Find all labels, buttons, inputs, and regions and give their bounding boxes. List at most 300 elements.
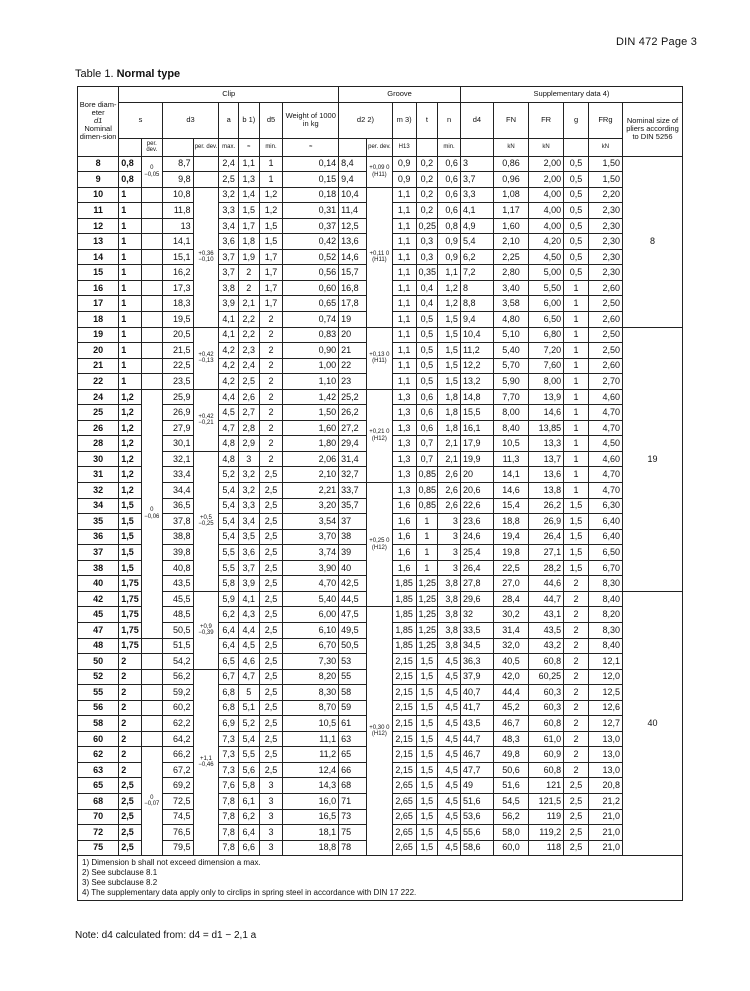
frg-cell: 21,2 bbox=[588, 793, 622, 809]
frg-cell: 20,8 bbox=[588, 778, 622, 794]
fr-cell: 60,8 bbox=[529, 654, 564, 670]
d2-cell: 63 bbox=[339, 731, 367, 747]
fr-cell: 13,7 bbox=[529, 451, 564, 467]
d4-cell: 7,2 bbox=[460, 265, 493, 281]
b-approx-subheader: ≈ bbox=[238, 138, 259, 156]
frg-cell: 4,70 bbox=[588, 467, 622, 483]
s-cell: 1,2 bbox=[119, 420, 142, 436]
d1-cell: 63 bbox=[78, 762, 119, 778]
d5-cell: 2,5 bbox=[259, 654, 283, 670]
weight-cell: 3,54 bbox=[283, 514, 339, 530]
b-cell: 2,2 bbox=[238, 327, 259, 343]
n-cell: 0,6 bbox=[438, 172, 461, 188]
n-cell: 4,5 bbox=[438, 793, 461, 809]
s-tolerance-empty bbox=[141, 327, 162, 343]
d3-cell: 11,8 bbox=[162, 203, 193, 219]
g-cell: 2 bbox=[564, 622, 589, 638]
d5-cell: 2,5 bbox=[259, 638, 283, 654]
fr-cell: 60,3 bbox=[529, 685, 564, 701]
s-cell: 1,2 bbox=[119, 451, 142, 467]
d5-cell: 2,5 bbox=[259, 731, 283, 747]
d3-cell: 22,5 bbox=[162, 358, 193, 374]
fn-cell: 3,40 bbox=[493, 280, 528, 296]
d4-subheader bbox=[460, 138, 493, 156]
weight-cell: 3,74 bbox=[283, 545, 339, 561]
b-cell: 2 bbox=[238, 265, 259, 281]
g-cell: 2 bbox=[564, 700, 589, 716]
d2-cell: 11,4 bbox=[339, 203, 367, 219]
t-cell: 0,35 bbox=[416, 265, 438, 281]
n-cell: 4,5 bbox=[438, 747, 461, 763]
s-cell: 2 bbox=[119, 685, 142, 701]
t-cell: 1,25 bbox=[416, 638, 438, 654]
g-cell: 1 bbox=[564, 358, 589, 374]
n-cell: 3,8 bbox=[438, 638, 461, 654]
t-cell: 0,2 bbox=[416, 172, 438, 188]
weight-cell: 6,10 bbox=[283, 622, 339, 638]
d1-cell: 9 bbox=[78, 172, 119, 188]
m-cell: 2,15 bbox=[392, 685, 416, 701]
weight-cell: 0,18 bbox=[283, 187, 339, 203]
frg-cell: 21,0 bbox=[588, 809, 622, 825]
fr-cell: 60,3 bbox=[529, 700, 564, 716]
a-max-subheader: max. bbox=[219, 138, 239, 156]
d3-tolerance-empty bbox=[193, 172, 219, 188]
m-h13-subheader: H13 bbox=[392, 138, 416, 156]
t-cell: 0,5 bbox=[416, 327, 438, 343]
normal-type-table-wrapper bbox=[77, 86, 683, 901]
b-cell: 4,4 bbox=[238, 622, 259, 638]
b-cell: 2,5 bbox=[238, 374, 259, 390]
d1-cell: 37 bbox=[78, 545, 119, 561]
d1-cell: 34 bbox=[78, 498, 119, 514]
n-cell: 3,8 bbox=[438, 591, 461, 607]
d3-cell: 76,5 bbox=[162, 825, 193, 841]
d1-cell: 45 bbox=[78, 607, 119, 623]
g-cell: 1,5 bbox=[564, 545, 589, 561]
fr-cell: 5,50 bbox=[529, 280, 564, 296]
n-header: n bbox=[438, 102, 461, 138]
b-cell: 4,5 bbox=[238, 638, 259, 654]
d4-cell: 8,8 bbox=[460, 296, 493, 312]
t-cell: 0,6 bbox=[416, 389, 438, 405]
weight-cell: 8,20 bbox=[283, 669, 339, 685]
s-cell: 2,5 bbox=[119, 825, 142, 841]
fn-cell: 32,0 bbox=[493, 638, 528, 654]
d2-cell: 20 bbox=[339, 327, 367, 343]
s-tolerance-empty bbox=[141, 280, 162, 296]
d5-cell: 1 bbox=[259, 172, 283, 188]
frg-cell: 2,60 bbox=[588, 312, 622, 328]
d1-cell: 48 bbox=[78, 638, 119, 654]
g-cell: 2,5 bbox=[564, 793, 589, 809]
d5-cell: 3 bbox=[259, 825, 283, 841]
frg-cell: 6,70 bbox=[588, 560, 622, 576]
fn-cell: 56,2 bbox=[493, 809, 528, 825]
d4-cell: 58,6 bbox=[460, 840, 493, 856]
frg-cell: 13,0 bbox=[588, 747, 622, 763]
s-tolerance-empty bbox=[141, 638, 162, 654]
frg-cell: 2,30 bbox=[588, 249, 622, 265]
fr-cell: 2,00 bbox=[529, 156, 564, 172]
m-cell: 2,65 bbox=[392, 778, 416, 794]
normal-type-table bbox=[77, 86, 683, 901]
fr-unit-subheader: kN bbox=[529, 138, 564, 156]
d2-cell: 32,7 bbox=[339, 467, 367, 483]
d4-cell: 3 bbox=[460, 156, 493, 172]
d5-cell: 1,7 bbox=[259, 280, 283, 296]
frg-cell: 1,50 bbox=[588, 172, 622, 188]
d2-cell: 78 bbox=[339, 840, 367, 856]
m-cell: 1,3 bbox=[392, 467, 416, 483]
m-cell: 2,15 bbox=[392, 731, 416, 747]
weight-cell: 2,21 bbox=[283, 483, 339, 499]
d4-cell: 20 bbox=[460, 467, 493, 483]
d2-cell: 40 bbox=[339, 560, 367, 576]
fr-cell: 119 bbox=[529, 809, 564, 825]
d3-cell: 13 bbox=[162, 218, 193, 234]
d4-cell: 37,9 bbox=[460, 669, 493, 685]
d1-cell: 18 bbox=[78, 312, 119, 328]
s-cell: 2 bbox=[119, 669, 142, 685]
weight-cell: 12,4 bbox=[283, 762, 339, 778]
t-cell: 1,5 bbox=[416, 825, 438, 841]
g-cell: 1 bbox=[564, 436, 589, 452]
s-cell: 1 bbox=[119, 265, 142, 281]
d4-cell: 46,7 bbox=[460, 747, 493, 763]
fn-cell: 51,6 bbox=[493, 778, 528, 794]
fr-cell: 13,85 bbox=[529, 420, 564, 436]
g-cell: 1,5 bbox=[564, 498, 589, 514]
d1-cell: 19 bbox=[78, 327, 119, 343]
t-cell: 1,25 bbox=[416, 591, 438, 607]
d2-cell: 25,2 bbox=[339, 389, 367, 405]
d1-cell: 40 bbox=[78, 576, 119, 592]
d5-cell: 2 bbox=[259, 358, 283, 374]
g-cell: 1 bbox=[564, 389, 589, 405]
d5-cell: 3 bbox=[259, 809, 283, 825]
table-row bbox=[78, 389, 683, 405]
d4-cell: 32 bbox=[460, 607, 493, 623]
d4-cell: 40,7 bbox=[460, 685, 493, 701]
frg-cell: 12,6 bbox=[588, 700, 622, 716]
d1-cell: 26 bbox=[78, 420, 119, 436]
s-tolerance-empty bbox=[141, 343, 162, 359]
d4-cell: 14,8 bbox=[460, 389, 493, 405]
frg-cell: 6,40 bbox=[588, 529, 622, 545]
d5-cell: 2,5 bbox=[259, 591, 283, 607]
weight-cell: 3,70 bbox=[283, 529, 339, 545]
d2-cell: 66 bbox=[339, 762, 367, 778]
footnote-2: 2) See subclause 8.1 bbox=[82, 868, 158, 878]
weight-cell: 16,0 bbox=[283, 793, 339, 809]
fn-cell: 8,40 bbox=[493, 420, 528, 436]
d5-cell: 2,5 bbox=[259, 747, 283, 763]
a-header: a bbox=[219, 102, 239, 138]
d2-cell: 27,2 bbox=[339, 420, 367, 436]
weight-cell: 1,80 bbox=[283, 436, 339, 452]
d3-cell: 36,5 bbox=[162, 498, 193, 514]
fr-cell: 4,50 bbox=[529, 249, 564, 265]
b-cell: 6,6 bbox=[238, 840, 259, 856]
d2-cell: 61 bbox=[339, 716, 367, 732]
n-cell: 1,8 bbox=[438, 420, 461, 436]
d4-cell: 3,7 bbox=[460, 172, 493, 188]
d3-tolerance: +0,36 −0,10 bbox=[193, 187, 219, 327]
b-cell: 3,3 bbox=[238, 498, 259, 514]
weight-approx-subheader: ≈ bbox=[283, 138, 339, 156]
n-cell: 2,1 bbox=[438, 451, 461, 467]
frg-cell: 4,50 bbox=[588, 436, 622, 452]
m-cell: 1,3 bbox=[392, 451, 416, 467]
t-cell: 0,4 bbox=[416, 296, 438, 312]
weight-cell: 11,1 bbox=[283, 731, 339, 747]
g-cell: 2 bbox=[564, 762, 589, 778]
m-cell: 1,1 bbox=[392, 249, 416, 265]
d4-cell: 5,4 bbox=[460, 234, 493, 250]
table-title: Normal type bbox=[116, 68, 181, 80]
a-cell: 5,8 bbox=[219, 576, 239, 592]
d5-min-subheader: min. bbox=[259, 138, 283, 156]
n-cell: 4,5 bbox=[438, 731, 461, 747]
s-tolerance-empty bbox=[141, 358, 162, 374]
d3-cell: 34,4 bbox=[162, 483, 193, 499]
d1-cell: 8 bbox=[78, 156, 119, 172]
d3-tolerance: +1,1 −0,46 bbox=[193, 669, 219, 856]
d2-tolerance: +0,21 0 (H12) bbox=[367, 389, 393, 482]
s-tolerance-empty bbox=[141, 218, 162, 234]
fr-cell: 26,4 bbox=[529, 529, 564, 545]
d5-cell: 2,5 bbox=[259, 529, 283, 545]
s-cell: 1,2 bbox=[119, 405, 142, 421]
fn-cell: 14,1 bbox=[493, 467, 528, 483]
m-cell: 1,85 bbox=[392, 591, 416, 607]
t-cell: 0,85 bbox=[416, 498, 438, 514]
fr-cell: 27,1 bbox=[529, 545, 564, 561]
s-cell: 1 bbox=[119, 296, 142, 312]
a-cell: 4,2 bbox=[219, 343, 239, 359]
d5-cell: 2,5 bbox=[259, 685, 283, 701]
s-cell: 1 bbox=[119, 327, 142, 343]
b-cell: 2,7 bbox=[238, 405, 259, 421]
a-cell: 5,4 bbox=[219, 498, 239, 514]
pliers-size-header: Nominal size of pliers according to DIN 5256 bbox=[622, 102, 682, 156]
fr-cell: 118 bbox=[529, 840, 564, 856]
d1-cell: 65 bbox=[78, 778, 119, 794]
b-cell: 1,5 bbox=[238, 203, 259, 219]
d1-cell: 30 bbox=[78, 451, 119, 467]
d4-cell: 4,9 bbox=[460, 218, 493, 234]
d5-cell: 2,5 bbox=[259, 700, 283, 716]
a-cell: 3,9 bbox=[219, 296, 239, 312]
frg-cell: 8,30 bbox=[588, 622, 622, 638]
clip-group-header: Clip bbox=[119, 87, 339, 103]
t-cell: 0,5 bbox=[416, 374, 438, 390]
s-tolerance-empty bbox=[141, 700, 162, 716]
m-cell: 1,6 bbox=[392, 545, 416, 561]
d2-cell: 42,5 bbox=[339, 576, 367, 592]
d2-cell: 38 bbox=[339, 529, 367, 545]
a-cell: 4,1 bbox=[219, 312, 239, 328]
d1-cell: 42 bbox=[78, 591, 119, 607]
t-cell: 1,5 bbox=[416, 778, 438, 794]
frg-header: FRg bbox=[588, 102, 622, 138]
a-cell: 3,7 bbox=[219, 249, 239, 265]
m-cell: 1,6 bbox=[392, 529, 416, 545]
frg-cell: 2,30 bbox=[588, 218, 622, 234]
d2-cell: 14,6 bbox=[339, 249, 367, 265]
frg-cell: 4,70 bbox=[588, 420, 622, 436]
d5-cell: 2,5 bbox=[259, 560, 283, 576]
d3-cell: 32,1 bbox=[162, 451, 193, 467]
b-cell: 1,8 bbox=[238, 234, 259, 250]
t-cell: 1,5 bbox=[416, 747, 438, 763]
m-cell: 1,1 bbox=[392, 187, 416, 203]
d5-cell: 2,5 bbox=[259, 467, 283, 483]
d2-cell: 50,5 bbox=[339, 638, 367, 654]
s-cell: 1,2 bbox=[119, 389, 142, 405]
d2-cell: 53 bbox=[339, 654, 367, 670]
s-cell: 1 bbox=[119, 203, 142, 219]
fn-cell: 40,5 bbox=[493, 654, 528, 670]
d5-cell: 1,2 bbox=[259, 203, 283, 219]
d5-cell: 2 bbox=[259, 343, 283, 359]
weight-cell: 0,14 bbox=[283, 156, 339, 172]
d3-cell: 30,1 bbox=[162, 436, 193, 452]
s-cell: 1 bbox=[119, 374, 142, 390]
d1-cell: 15 bbox=[78, 265, 119, 281]
d3-cell: 25,9 bbox=[162, 389, 193, 405]
n-cell: 4,5 bbox=[438, 825, 461, 841]
n-cell: 4,5 bbox=[438, 716, 461, 732]
d1-cell: 72 bbox=[78, 825, 119, 841]
d5-cell: 2 bbox=[259, 389, 283, 405]
a-cell: 6,4 bbox=[219, 638, 239, 654]
frg-cell: 2,50 bbox=[588, 327, 622, 343]
s-cell: 1,5 bbox=[119, 545, 142, 561]
m-cell: 1,1 bbox=[392, 265, 416, 281]
frg-cell: 2,60 bbox=[588, 358, 622, 374]
fr-cell: 4,00 bbox=[529, 203, 564, 219]
d2-cell: 26,2 bbox=[339, 405, 367, 421]
d2-cell: 29,4 bbox=[339, 436, 367, 452]
frg-cell: 2,20 bbox=[588, 187, 622, 203]
fn-cell: 19,8 bbox=[493, 545, 528, 561]
t-cell: 0,6 bbox=[416, 405, 438, 421]
n-cell: 0,9 bbox=[438, 249, 461, 265]
a-cell: 2,5 bbox=[219, 172, 239, 188]
fr-cell: 7,20 bbox=[529, 343, 564, 359]
weight-cell: 0,60 bbox=[283, 280, 339, 296]
frg-cell: 4,60 bbox=[588, 451, 622, 467]
b-cell: 3,2 bbox=[238, 483, 259, 499]
n-cell: 1,5 bbox=[438, 358, 461, 374]
m-cell: 1,1 bbox=[392, 234, 416, 250]
b-cell: 3,9 bbox=[238, 576, 259, 592]
g-cell: 2 bbox=[564, 731, 589, 747]
fn-cell: 27,0 bbox=[493, 576, 528, 592]
frg-cell: 6,40 bbox=[588, 514, 622, 530]
a-cell: 7,8 bbox=[219, 840, 239, 856]
d3-cell: 9,8 bbox=[162, 172, 193, 188]
n-cell: 1,2 bbox=[438, 280, 461, 296]
fr-cell: 4,20 bbox=[529, 234, 564, 250]
d3-cell: 43,5 bbox=[162, 576, 193, 592]
s-cell: 1,75 bbox=[119, 638, 142, 654]
a-cell: 6,2 bbox=[219, 607, 239, 623]
d4-cell: 22,6 bbox=[460, 498, 493, 514]
d3-cell: 38,8 bbox=[162, 529, 193, 545]
d5-cell: 1,2 bbox=[259, 187, 283, 203]
m-cell: 1,85 bbox=[392, 638, 416, 654]
d4-cell: 13,2 bbox=[460, 374, 493, 390]
b-cell: 2,8 bbox=[238, 420, 259, 436]
d4-cell: 10,4 bbox=[460, 327, 493, 343]
s-tolerance: 0 −0,06 bbox=[141, 389, 162, 638]
d5-cell: 2 bbox=[259, 327, 283, 343]
d2-cell: 31,4 bbox=[339, 451, 367, 467]
fn-cell: 1,08 bbox=[493, 187, 528, 203]
n-cell: 3,8 bbox=[438, 607, 461, 623]
d3-cell: 59,2 bbox=[162, 685, 193, 701]
weight-cell: 8,70 bbox=[283, 700, 339, 716]
fr-cell: 13,3 bbox=[529, 436, 564, 452]
s-tolerance-empty bbox=[141, 312, 162, 328]
d3-cell: 60,2 bbox=[162, 700, 193, 716]
t-cell: 0,3 bbox=[416, 249, 438, 265]
d1-cell: 13 bbox=[78, 234, 119, 250]
s-cell: 1,75 bbox=[119, 576, 142, 592]
weight-cell: 11,2 bbox=[283, 747, 339, 763]
d2-cell: 55 bbox=[339, 669, 367, 685]
s-cell: 1,5 bbox=[119, 514, 142, 530]
m-cell: 0,9 bbox=[392, 172, 416, 188]
d3-cell: 79,5 bbox=[162, 840, 193, 856]
weight-cell: 6,00 bbox=[283, 607, 339, 623]
d2-cell: 12,5 bbox=[339, 218, 367, 234]
frg-cell: 4,60 bbox=[588, 389, 622, 405]
t-cell: 0,85 bbox=[416, 467, 438, 483]
s-cell: 1 bbox=[119, 280, 142, 296]
m-cell: 1,1 bbox=[392, 327, 416, 343]
d2-header: d2 2) bbox=[339, 102, 393, 138]
weight-cell: 3,20 bbox=[283, 498, 339, 514]
a-cell: 4,1 bbox=[219, 327, 239, 343]
d5-cell: 1,7 bbox=[259, 249, 283, 265]
d3-tolerance-empty bbox=[193, 156, 219, 172]
b-cell: 3,4 bbox=[238, 514, 259, 530]
a-cell: 5,5 bbox=[219, 545, 239, 561]
t-cell: 0,5 bbox=[416, 312, 438, 328]
a-cell: 3,7 bbox=[219, 265, 239, 281]
d1-cell: 20 bbox=[78, 343, 119, 359]
g-cell: 0,5 bbox=[564, 218, 589, 234]
t-cell: 0,4 bbox=[416, 280, 438, 296]
weight-cell: 1,10 bbox=[283, 374, 339, 390]
b-cell: 4,3 bbox=[238, 607, 259, 623]
d2-tolerance: +0,11 0 (H11) bbox=[367, 187, 393, 327]
b-cell: 5,2 bbox=[238, 716, 259, 732]
fr-cell: 26,9 bbox=[529, 514, 564, 530]
d3-cell: 23,5 bbox=[162, 374, 193, 390]
fr-cell: 43,5 bbox=[529, 622, 564, 638]
fn-cell: 22,5 bbox=[493, 560, 528, 576]
n-cell: 3 bbox=[438, 545, 461, 561]
d2-tolerance: +0,30 0 (H12) bbox=[367, 607, 393, 856]
fr-cell: 13,9 bbox=[529, 389, 564, 405]
fr-cell: 4,00 bbox=[529, 187, 564, 203]
g-cell: 1,5 bbox=[564, 560, 589, 576]
